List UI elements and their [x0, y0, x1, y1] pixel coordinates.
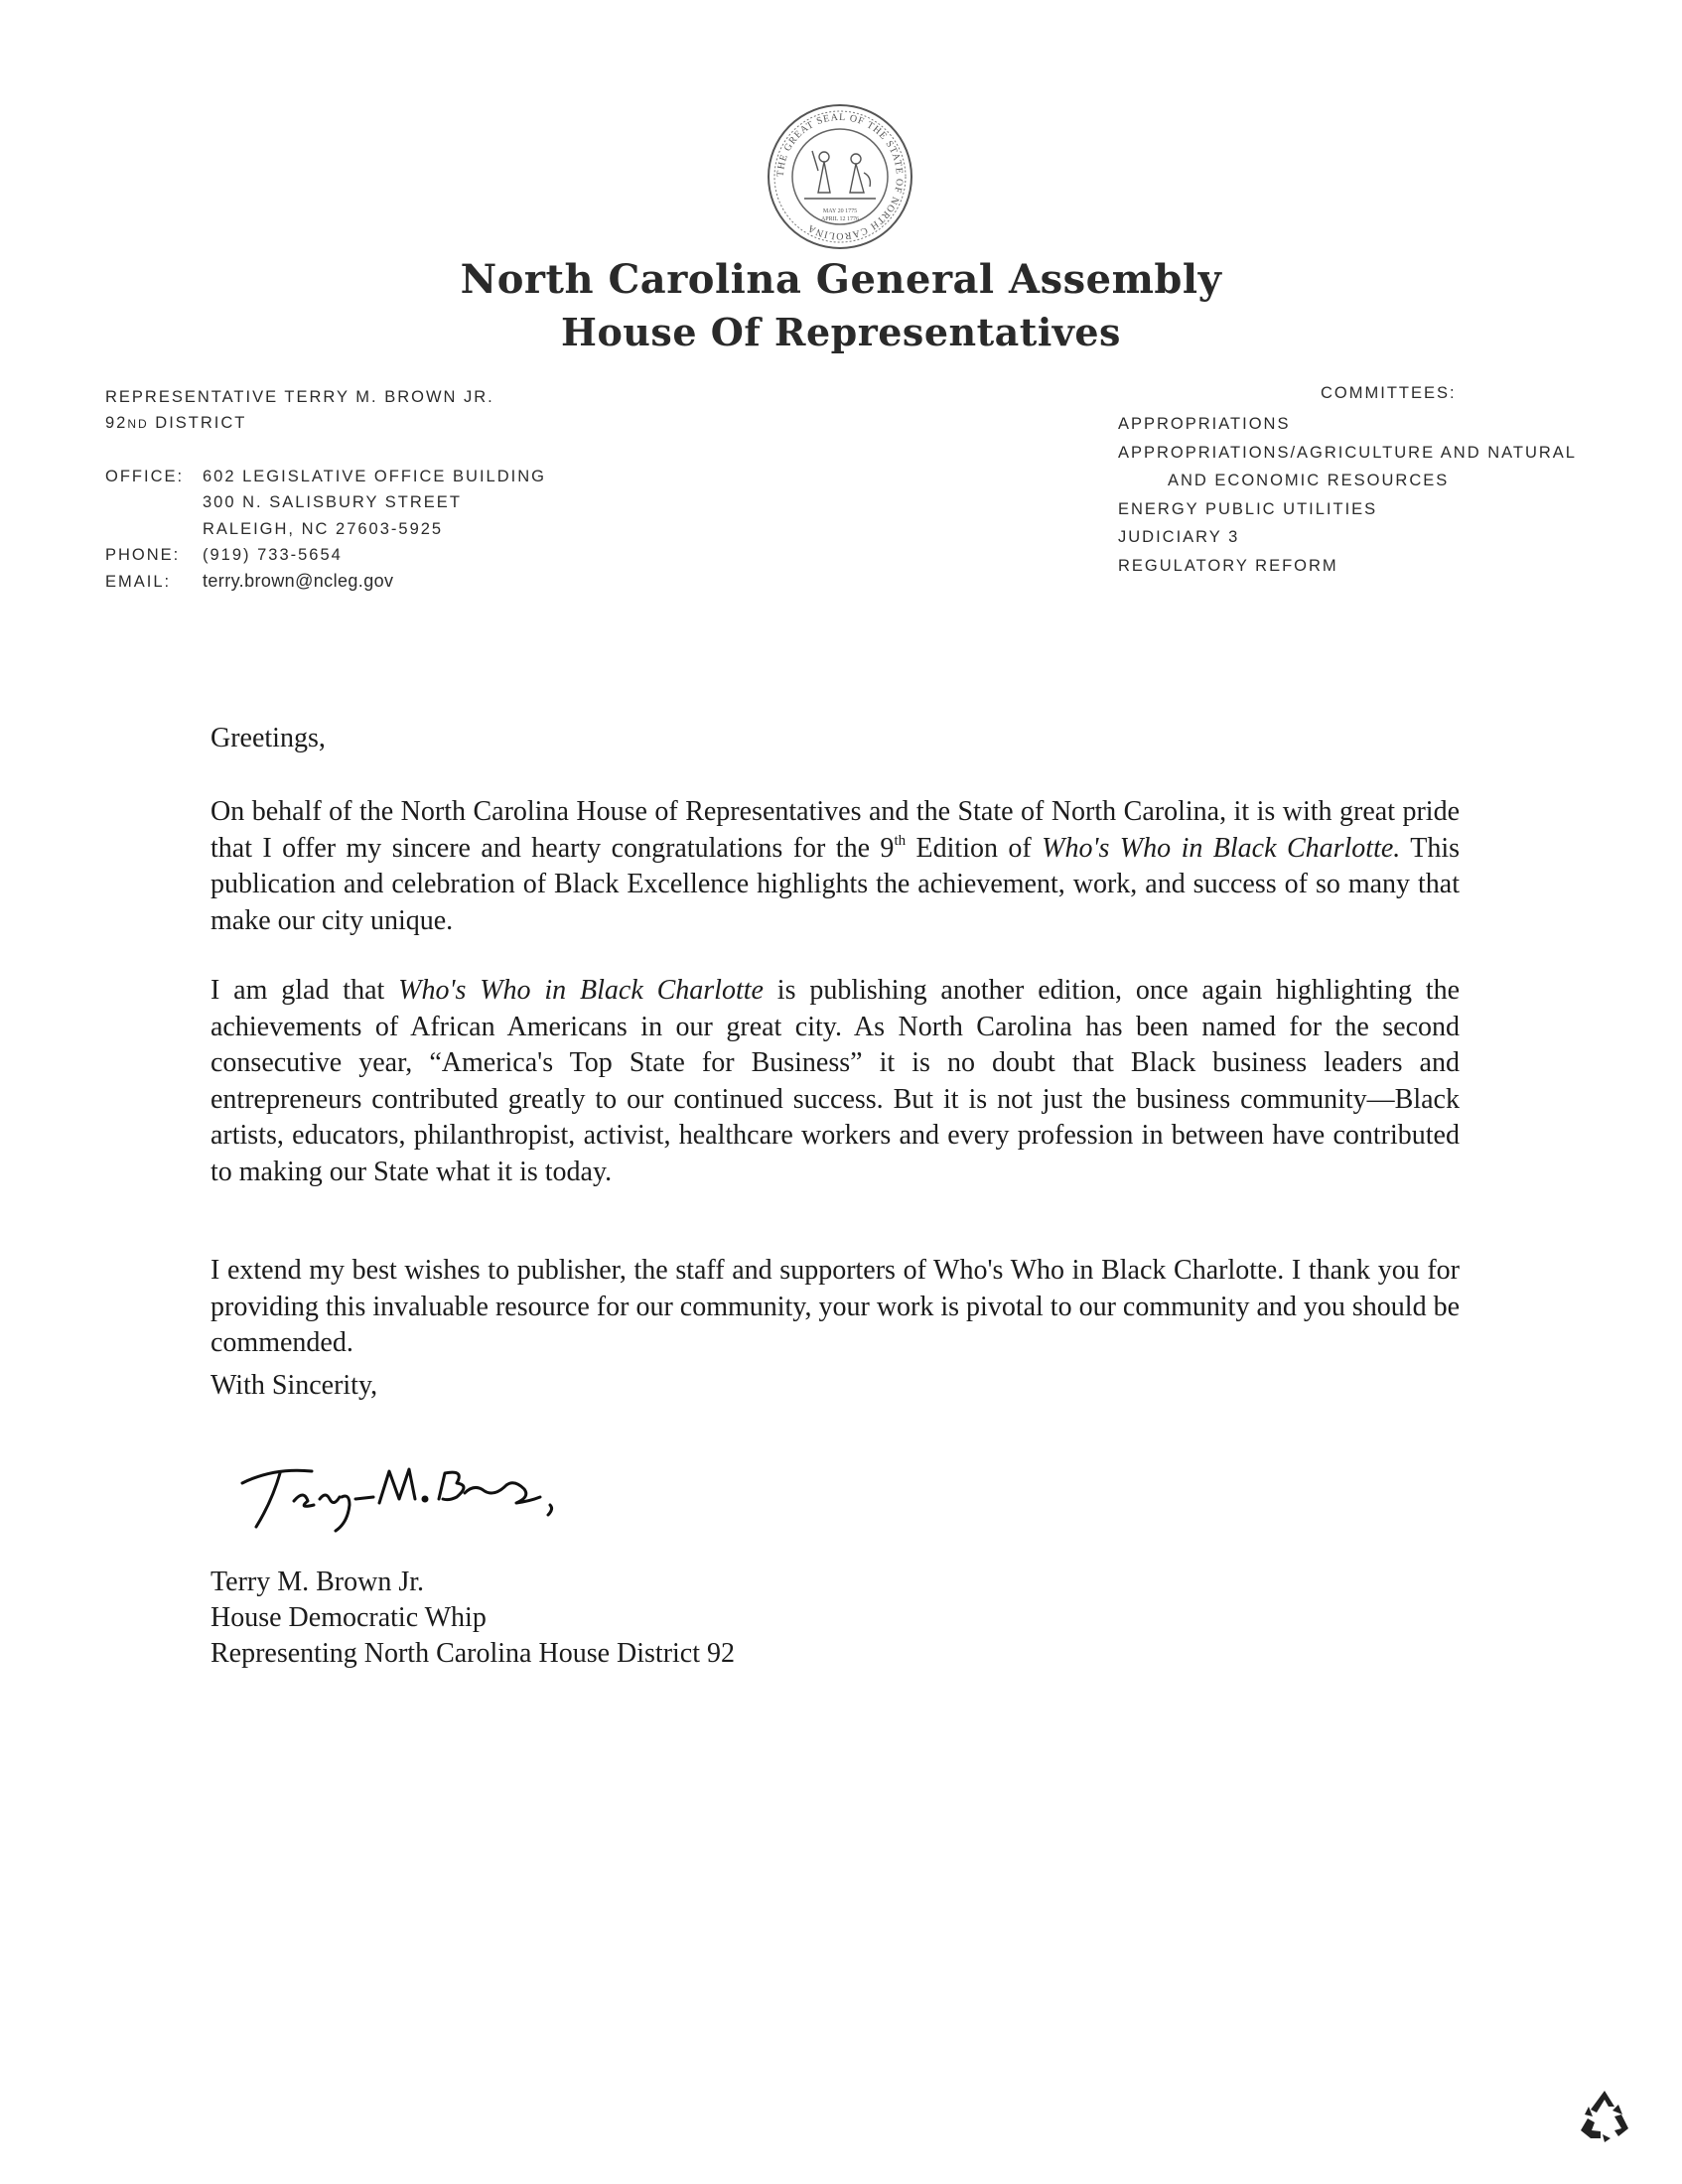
committees-heading: COMMITTEES:	[1321, 384, 1457, 402]
p1-text-b: Edition of	[906, 832, 1043, 864]
paragraph-1	[210, 794, 1460, 939]
paragraph-3: I extend my best wishes to publisher, the staff and supporters of Who's Who in Black Charlotte. I thank you for providing this invaluable resource for our community, your work is pivotal to our community and you should be commended.	[210, 1255, 1460, 1358]
p2-text-a: I am glad that	[210, 975, 399, 1006]
seal-date-1: MAY 20 1775	[822, 208, 858, 214]
letterhead-assembly: North Carolina General Assembly	[460, 256, 1222, 303]
p2-text-b: is publishing another edition, once again highlighting the achievements of African Americans in our great city. As North Carolina has been named for the second consecutive year, “America's Top State for Business” it is no doubt that Black business leaders and entrepreneurs contributed greatly to our continued success. But it is not just the business community—Black artists, educators, philanthropist, activist, healthcare workers and every profession in between have contributed to making our State what it is today.	[210, 975, 1461, 1187]
phone-label: PHONE:	[105, 546, 181, 564]
signer-district: Representing North Carolina House District 92	[210, 1638, 736, 1669]
committee-item: AND ECONOMIC RESOURCES	[1168, 472, 1450, 489]
greeting: Greetings,	[210, 723, 326, 753]
committee-item: APPROPRIATIONS	[1118, 415, 1291, 433]
p1-superscript: th	[894, 832, 907, 849]
office-label: OFFICE:	[105, 468, 185, 485]
district-word: DISTRICT	[155, 414, 247, 432]
committee-item: ENERGY PUBLIC UTILITIES	[1118, 500, 1378, 518]
committee-item: JUDICIARY 3	[1118, 528, 1240, 546]
committee-item: APPROPRIATIONS/AGRICULTURE AND NATURAL	[1118, 444, 1577, 462]
state-seal	[765, 101, 915, 252]
letterhead-house: House Of Representatives	[561, 310, 1121, 354]
paragraph-2	[210, 973, 1460, 1190]
office-line-2: 300 N. SALISBURY STREET	[203, 493, 462, 511]
seal-ring-text: THE GREAT SEAL OF THE STATE OF NORTH CAROLINA	[774, 111, 906, 242]
email-link[interactable]: terry.brown@ncleg.gov	[203, 571, 394, 591]
recycle-icon	[1575, 2085, 1634, 2144]
representative-name: REPRESENTATIVE TERRY M. BROWN JR.	[105, 388, 494, 406]
office-line-1: 602 LEGISLATIVE OFFICE BUILDING	[203, 468, 546, 485]
office-line-3: RALEIGH, NC 27603-5925	[203, 520, 444, 538]
district-number: 92	[105, 414, 128, 432]
district-suffix: ND	[127, 417, 149, 431]
p1-publication-title: Who's Who in Black Charlotte.	[1042, 832, 1401, 864]
p2-publication-title: Who's Who in Black Charlotte	[398, 975, 764, 1006]
seal-date-2: APRIL 12 1776	[820, 216, 860, 222]
signer-title: House Democratic Whip	[210, 1602, 487, 1633]
closing: With Sincerity,	[210, 1370, 378, 1401]
phone-number: (919) 733-5654	[203, 546, 343, 564]
district-line	[105, 413, 246, 434]
p1-text-c: This publication and celebration of Black Excellence highlights the achievement, work, and success of so many that make our city unique.	[210, 832, 1461, 936]
email-label: EMAIL:	[105, 573, 172, 591]
signature	[234, 1453, 572, 1533]
p1-text-a: On behalf of the North Carolina House of Representatives and the State of North Carolina, it is with great pride that I offer my sincere and hearty congratulations for the 9	[210, 796, 1460, 864]
committee-item: REGULATORY REFORM	[1118, 557, 1338, 575]
signer-name: Terry M. Brown Jr.	[210, 1567, 425, 1597]
